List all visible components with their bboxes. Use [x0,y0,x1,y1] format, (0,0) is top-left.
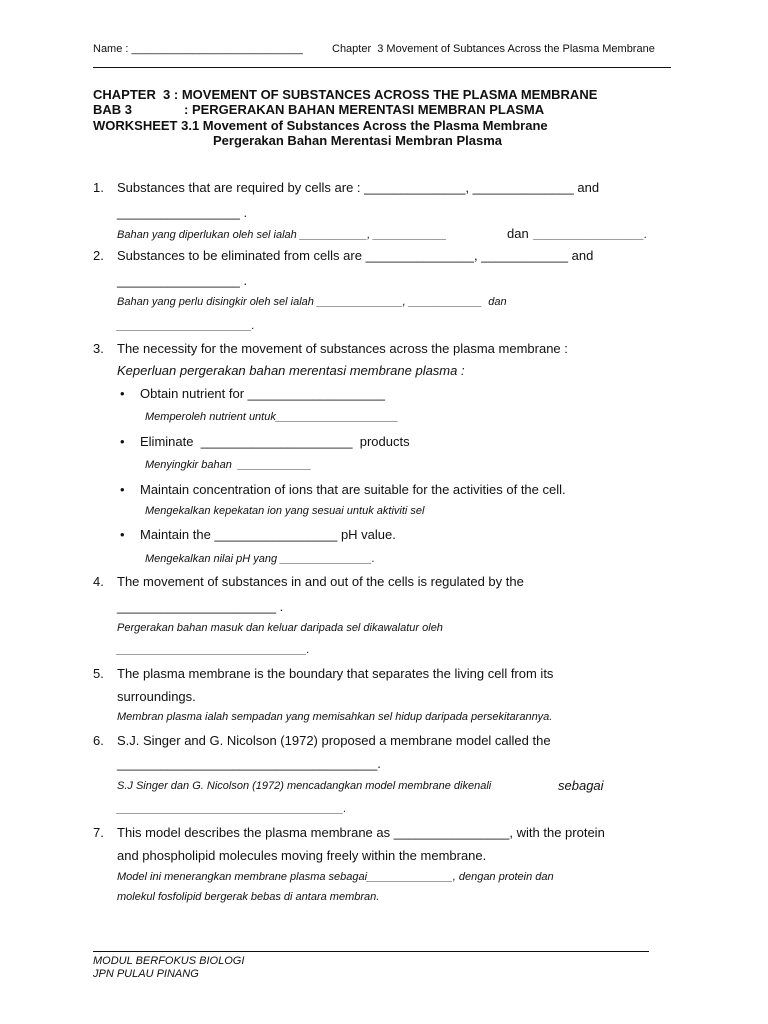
q1-malay-tail: __________________. [534,229,648,241]
q7-number: 7. [93,825,104,840]
q6-malay: S.J Singer dan G. Nicolson (1972) mencadangkan model membrane dikenali [117,780,492,792]
q3-malay-intro: Keperluan pergerakan bahan merentasi membrane plasma : [117,363,465,378]
q3-bullet-2: Eliminate _____________________ products [140,434,410,449]
header-rule [93,67,671,68]
q7-malay: Model ini menerangkan membrane plasma sebagai______________, dengan protein dan [117,871,554,883]
footer-rule [93,951,649,952]
q3-bullet-1: Obtain nutrient for ___________________ [140,386,386,401]
chapter-title: CHAPTER 3 : MOVEMENT OF SUBSTANCES ACROSS THE PLASMA MEMBRANE [93,87,598,102]
q7-text-cont: and phospholipid molecules moving freely within the membrane. [117,848,487,863]
q5-text: The plasma membrane is the boundary that separates the living cell from its [117,666,554,681]
chapter-header: Chapter 3 Movement of Subtances Across the Plasma Membrane [332,43,655,55]
q6-number: 6. [93,733,104,748]
q3-bullet-2-malay: Menyingkir bahan ____________ [145,459,312,471]
q4-malay-cont: _______________________________. [117,644,310,656]
q4-malay: Pergerakan bahan masuk dan keluar daripada sel dikawalatur oleh [117,622,443,634]
q3-bullet-3-malay: Mengekalkan kepekatan ion yang sesuai untuk aktiviti sel [145,505,425,517]
q6-text: S.J. Singer and G. Nicolson (1972) proposed a membrane model called the [117,733,551,748]
bab-label: BAB 3 [93,102,133,117]
q2-number: 2. [93,248,104,263]
q1-malay-dan: dan [507,226,529,241]
q1-text-cont: _________________ . [117,205,248,220]
q6-malay-sebagai: sebagai [558,778,604,793]
q1-text: Substances that are required by cells are : ______________, ______________ and [117,180,600,195]
bullet-icon: • [120,386,125,401]
q2-malay: Bahan yang perlu disingkir oleh sel ialah ______________, ____________ dan [117,296,507,308]
q3-text: The necessity for the movement of substances across the plasma membrane : [117,341,568,356]
q3-bullet-3: Maintain concentration of ions that are suitable for the activities of the cell. [140,482,566,497]
q2-text-cont: _________________ . [117,273,248,288]
bab-title: : PERGERAKAN BAHAN MERENTASI MEMBRAN PLASMA [184,102,545,117]
q4-text: The movement of substances in and out of the cells is regulated by the [117,574,524,589]
q2-malay-cont: ______________________. [117,320,255,332]
q3-bullet-1-malay: Memperoleh nutrient untuk____________________ [145,411,399,423]
q5-malay: Membran plasma ialah sempadan yang memisahkan sel hidup daripada persekitarannya. [117,711,553,723]
q5-number: 5. [93,666,104,681]
q1-malay: Bahan yang diperlukan oleh sel ialah ___________, ____________ [117,229,447,241]
worksheet-subtitle: Pergerakan Bahan Merentasi Membran Plasma [213,133,503,148]
bullet-icon: • [120,482,125,497]
q3-bullet-4: Maintain the _________________ pH value. [140,527,396,542]
q2-text: Substances to be eliminated from cells are _______________, ____________ and [117,248,594,263]
q7-text: This model describes the plasma membrane as ________________, with the protein [117,825,605,840]
footer-line-1: MODUL BERFOKUS BIOLOGI [93,955,245,967]
q4-text-cont: ______________________ . [117,599,284,614]
name-label: Name : ____________________________ [93,43,303,55]
worksheet-title: WORKSHEET 3.1 Movement of Substances Across the Plasma Membrane [93,118,548,133]
q3-number: 3. [93,341,104,356]
q4-number: 4. [93,574,104,589]
q5-text-cont: surroundings. [117,689,196,704]
q6-malay-cont: _____________________________________. [117,803,347,815]
bullet-icon: • [120,527,125,542]
q3-bullet-4-malay: Mengekalkan nilai pH yang _______________. [145,553,375,565]
q1-number: 1. [93,180,104,195]
q6-text-cont: ____________________________________. [117,756,381,771]
footer-line-2: JPN PULAU PINANG [93,968,199,980]
bullet-icon: • [120,434,125,449]
q7-malay-cont: molekul fosfolipid bergerak bebas di antara membran. [117,891,380,903]
